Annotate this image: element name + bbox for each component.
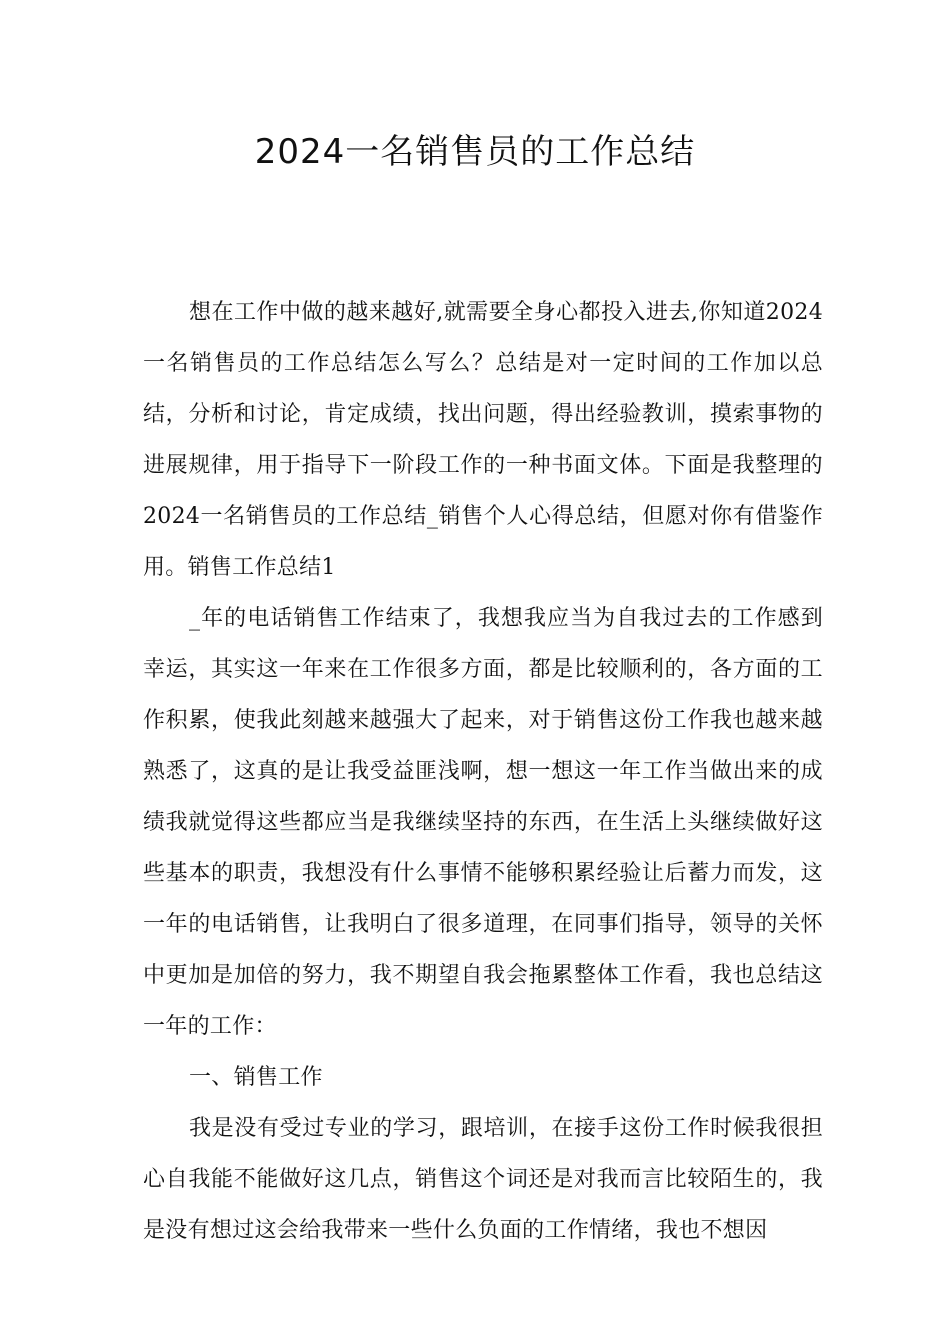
sales-work-paragraph: 我是没有受过专业的学习，跟培训，在接手这份工作时候我很担心自我能不能做好这几点，销售这个词还是对我而言比较陌生的，我是没有想过这会给我带来一些什么负面的工作情绪，我也不想因: [143, 1116, 823, 1243]
summary-paragraph: _年的电话销售工作结束了，我想我应当为自我过去的工作感到幸运，其实这一年来在工作很多方面，都是比较顺利的，各方面的工作积累，使我此刻越来越强大了起来，对于销售这份工作我也越来越熟悉了，这真的是让我受益匪浅啊，想一想这一年工作当做出来的成绩我就觉得这些都应当是我继续坚持的东西，在生活上头继续做好这些基本的职责，我想没有什么事情不能够积累经验让后蓄力而发，这一年的电话销售，让我明白了很多道理，在同事们指导，领导的关怀中更加是加倍的努力，我不期望自我会拖累整体工作看，我也总结这一年的工作：: [143, 606, 823, 1039]
intro-paragraph: 想在工作中做的越来越好,就需要全身心都投入进去,你知道2024一名销售员的工作总结怎么写么？总结是对一定时间的工作加以总结，分析和讨论，肯定成绩，找出问题，得出经验教训，摸索事物的进展规律，用于指导下一阶段工作的一种书面文体。下面是我整理的2024一名销售员的工作总结_销售个人心得总结，但愿对你有借鉴作用。销售工作总结1: [143, 300, 823, 580]
document-body: [143, 287, 823, 1256]
section-heading-sales-work: 一、销售工作: [189, 1065, 323, 1090]
document-title: 2024一名销售员的工作总结: [254, 132, 696, 172]
